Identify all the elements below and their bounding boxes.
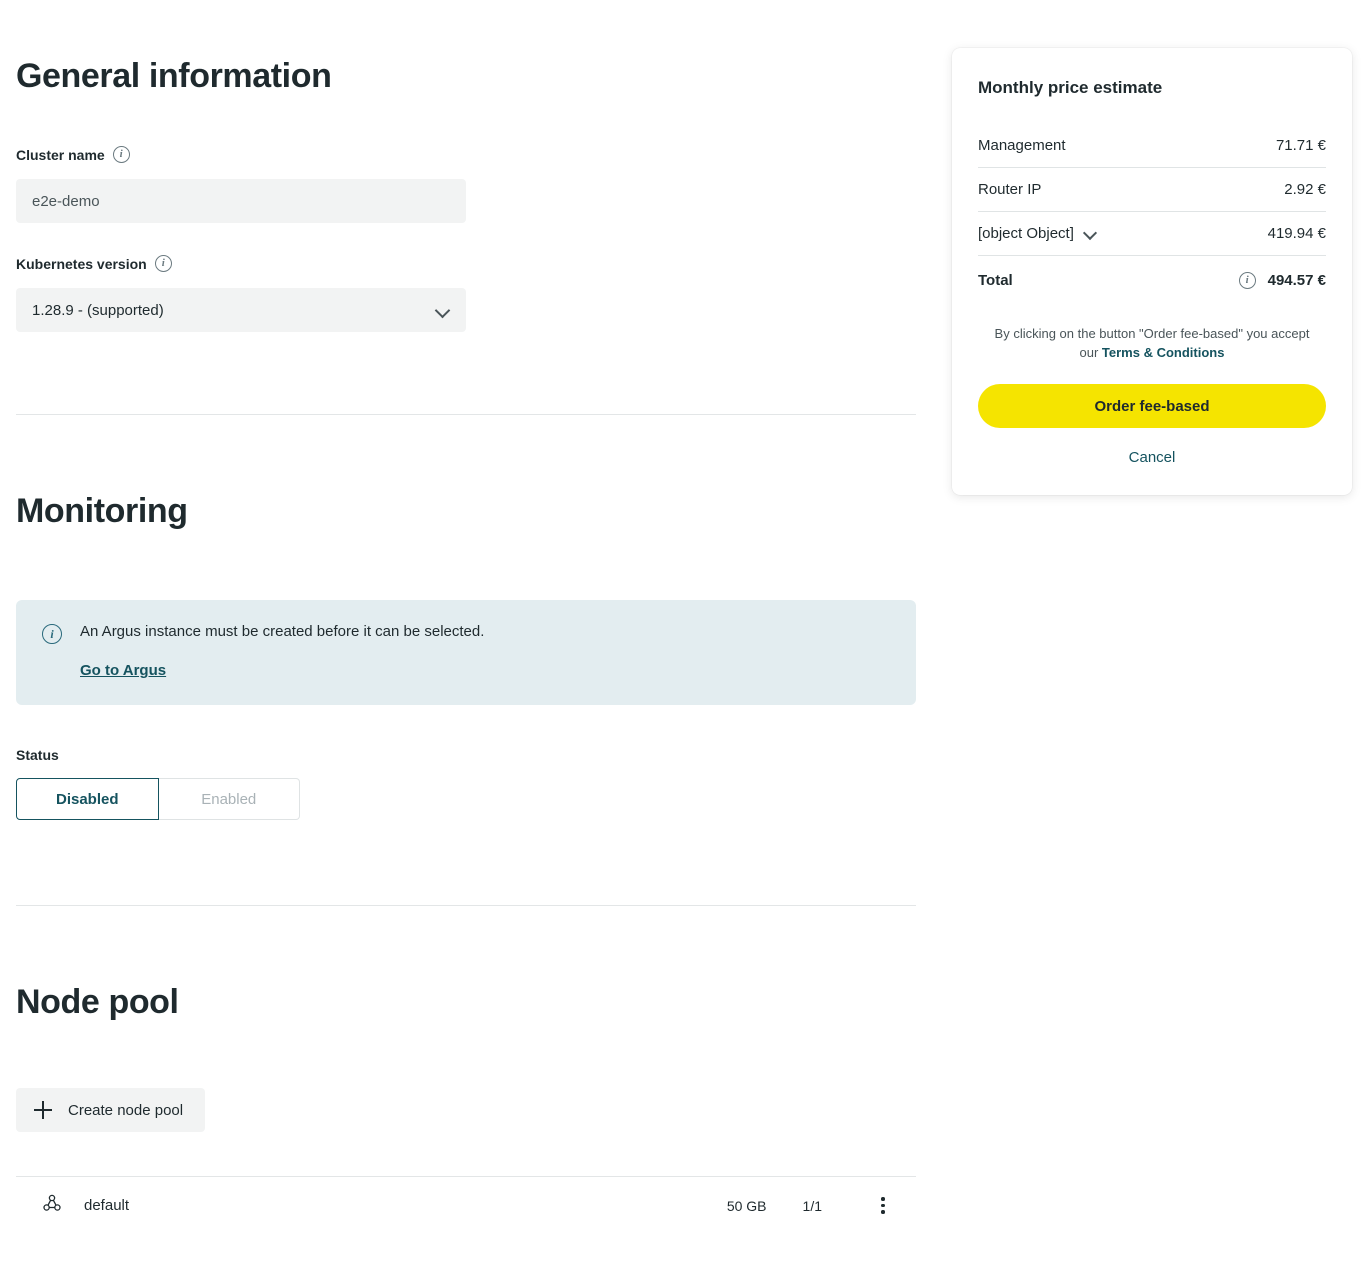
price-row-label: Management bbox=[978, 137, 1066, 154]
info-icon[interactable]: i bbox=[113, 146, 130, 163]
terms-prefix: By clicking on the button "Order fee-based" you accept our bbox=[994, 326, 1310, 360]
argus-notice-text: An Argus instance must be created before it can be selected. bbox=[80, 623, 485, 640]
info-icon[interactable]: i bbox=[155, 255, 172, 272]
kubernetes-version-value: 1.28.9 - (supported) bbox=[32, 301, 164, 319]
node-pool-name: default bbox=[84, 1197, 130, 1214]
terms-and-conditions-link[interactable]: Terms & Conditions bbox=[1101, 345, 1225, 360]
price-row-label: [object Object] bbox=[978, 225, 1074, 242]
node-pool-icon bbox=[42, 1193, 62, 1218]
monitoring-status-toggle[interactable] bbox=[16, 778, 300, 820]
cluster-name-input[interactable]: e2e-demo bbox=[16, 179, 466, 223]
status-label: Status bbox=[16, 747, 59, 763]
status-option-enabled[interactable]: Enabled bbox=[159, 778, 301, 820]
section-divider bbox=[16, 905, 916, 906]
argus-notice-body bbox=[80, 622, 484, 679]
price-card-title: Monthly price estimate bbox=[978, 78, 1163, 97]
price-row-value: 2.92 € bbox=[1284, 181, 1326, 198]
more-options-icon[interactable] bbox=[872, 1195, 894, 1217]
order-fee-based-button[interactable]: Order fee-based bbox=[978, 384, 1326, 428]
total-value-group bbox=[1239, 272, 1326, 289]
info-icon: i bbox=[42, 624, 62, 644]
monitoring-heading: Monitoring bbox=[16, 492, 188, 530]
general-information-heading: General information bbox=[16, 57, 332, 95]
kubernetes-version-label bbox=[16, 255, 924, 272]
price-row-label-group bbox=[978, 225, 1097, 242]
price-row-router-ip bbox=[978, 168, 1326, 212]
chevron-down-icon bbox=[436, 303, 450, 317]
node-pool-heading: Node pool bbox=[16, 983, 179, 1021]
info-icon[interactable]: i bbox=[1239, 272, 1256, 289]
terms-text bbox=[978, 324, 1326, 362]
total-label: Total bbox=[978, 272, 1013, 289]
price-row-value: 71.71 € bbox=[1275, 137, 1326, 154]
cluster-name-label-text: Cluster name bbox=[16, 146, 105, 163]
plus-icon bbox=[34, 1101, 52, 1119]
node-pool-size: 50 GB bbox=[726, 1197, 767, 1214]
create-node-pool-button[interactable] bbox=[16, 1088, 205, 1132]
price-row-label: Router IP bbox=[978, 181, 1042, 198]
monthly-price-estimate-card bbox=[952, 48, 1352, 495]
chevron-down-icon[interactable] bbox=[1084, 227, 1097, 240]
argus-notice bbox=[16, 600, 916, 705]
status-option-disabled[interactable]: Disabled bbox=[16, 778, 159, 820]
price-row-management bbox=[978, 124, 1326, 168]
price-row-node-pools[interactable] bbox=[978, 212, 1326, 256]
cancel-button[interactable]: Cancel bbox=[978, 448, 1326, 467]
price-row-value: 419.94 € bbox=[1267, 225, 1326, 242]
create-node-pool-label: Create node pool bbox=[68, 1101, 184, 1119]
kubernetes-version-select[interactable] bbox=[16, 288, 466, 332]
go-to-argus-link[interactable]: Go to Argus bbox=[80, 662, 167, 679]
price-row-total bbox=[978, 256, 1326, 302]
cluster-name-label bbox=[16, 146, 924, 163]
kubernetes-version-label-text: Kubernetes version bbox=[16, 255, 147, 272]
node-pool-count: 1/1 bbox=[802, 1197, 822, 1214]
section-divider bbox=[16, 414, 916, 415]
table-row[interactable] bbox=[16, 1176, 916, 1234]
total-value: 494.57 € bbox=[1267, 272, 1326, 289]
